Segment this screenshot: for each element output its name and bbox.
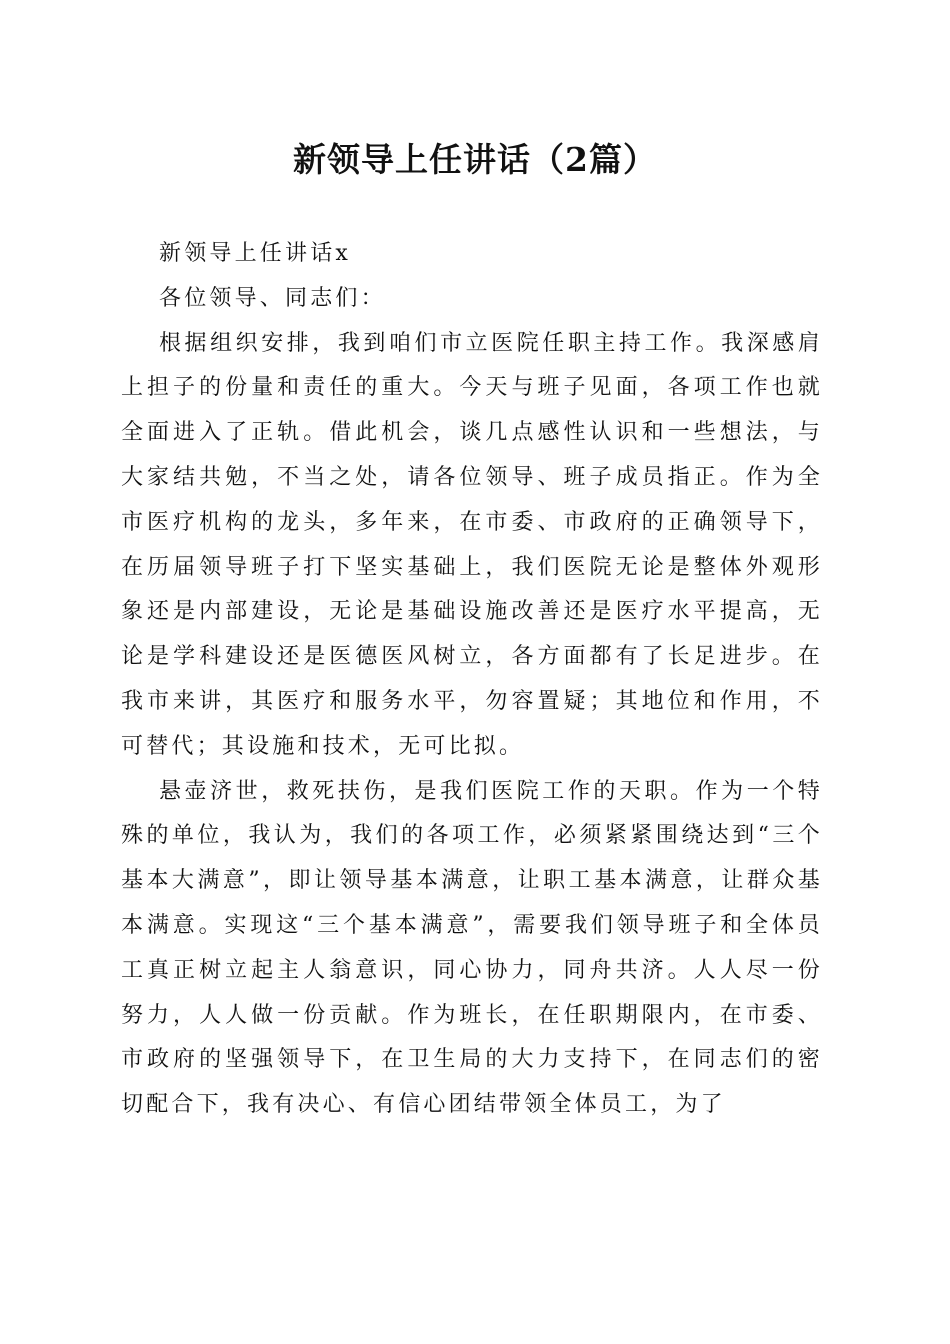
body-paragraph: 悬壶济世，救死扶伤，是我们医院工作的天职。作为一个特殊的单位，我认为，我们的各项工作，必须紧紧围绕达到“三个基本大满意”，即让领导基本满意，让职工基本满意，让群众基本满意。实现这“三个基本满意”，需要我们领导班子和全体员工真正树立起主人翁意识，同心协力，同舟共济。人人尽一份努力，人人做一份贡献。作为班长，在任职期限内，在市委、市政府的坚强领导下，在卫生局的大力支持下，在同志们的密切配合下，我有决心、有信心团结带领全体员工，为了 <box>121 778 823 1118</box>
body-paragraph: 根据组织安排，我到咱们市立医院任职主持工作。我深感肩上担子的份量和责任的重大。今天与班子见面，各项工作也就全面进入了正轨。借此机会，谈几点感性认识和一些想法，与大家结共勉，不当之处，请各位领导、班子成员指正。作为全市医疗机构的龙头，多年来，在市委、市政府的正确领导下，在历届领导班子打下坚实基础上，我们医院无论是整体外观形象还是内部建设，无论是基础设施改善还是医疗水平提高，无论是学科建设还是医德医风树立，各方面都有了长足进步。在我市来讲，其医疗和服务水平，勿容置疑；其地位和作用，不可替代；其设施和技术，无可比拟。 <box>121 330 823 759</box>
document-title: 新领导上任讲话（2篇） <box>293 140 657 179</box>
subtitle-paragraph: 新领导上任讲话x <box>159 241 352 266</box>
salutation-paragraph: 各位领导、同志们： <box>159 285 386 311</box>
document-body <box>121 232 823 1128</box>
